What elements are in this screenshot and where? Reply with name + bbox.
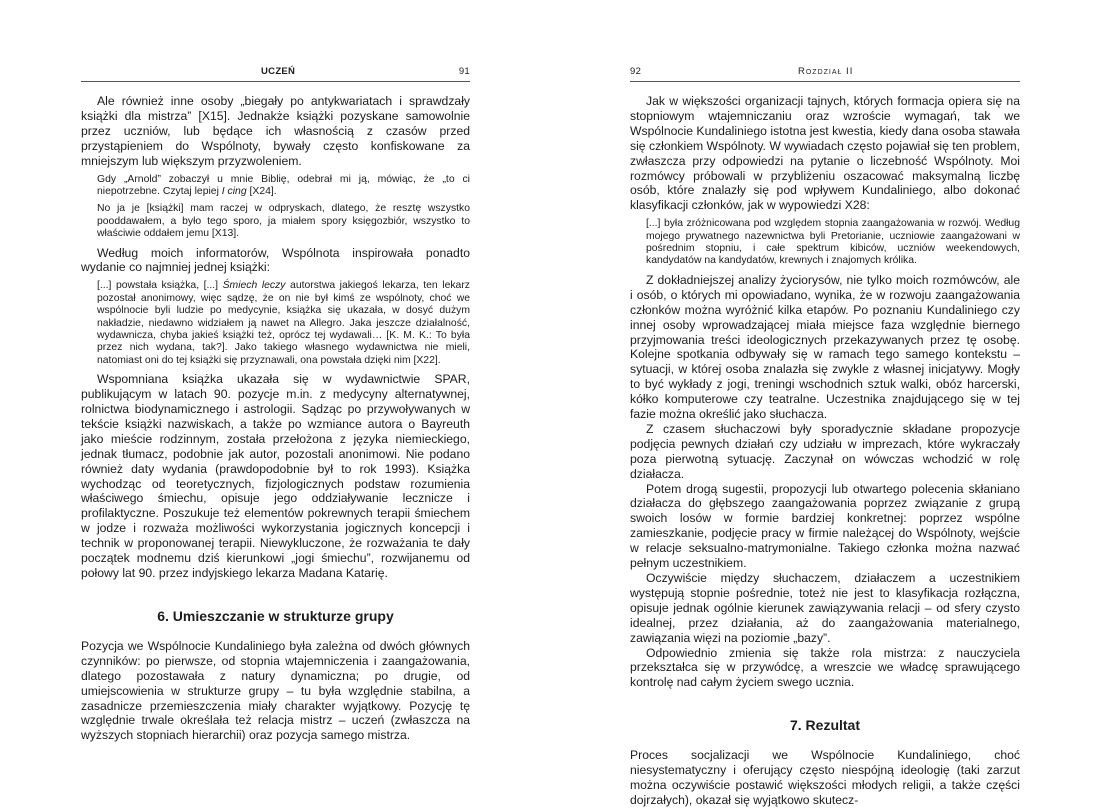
paragraph: Według moich informatorów, Wspólnota inspirowała ponadto wydanie co najmniej jednej książki: bbox=[81, 245, 470, 275]
paragraph: Potem drogą sugestii, propozycji lub otwartego polecenia skłaniano działacza do głębszego zaangażowania poprzez związanie z grupą swoich losów w formie bardziej konkretnej: poprzez wspólne zamieszkanie, podjęcie pracy w firmie należącej do Wspólnoty, wejście w relacje seksualno-matrymonialne. Takiego członka można nazwać pełnym uczestnikiem. bbox=[630, 481, 1020, 571]
page-number: 91 bbox=[458, 66, 470, 77]
running-title: UCZEŃ bbox=[261, 66, 296, 77]
paragraph: Pozycja we Wspólnocie Kundaliniego była zależna od dwóch głównych czynników: po pierwsze, od stopnia wtajemniczenia i zaangażowania, dlatego pozostawała z natury dynamiczna; po drugie, od umiejscowienia w strukturze grupy – tu była względnie stabilna, a zasadnicze przemieszczenia miały charakter wyjątkowy. Pozycję tę względnie trwale określała też relacja mistrz – uczeń (zwłaszcza na wyższych stopniach hierarchii) oraz pozycja samego mistrza. bbox=[81, 638, 470, 743]
quote-emphasis: Śmiech leczy bbox=[222, 280, 286, 292]
paragraph: Odpowiednio zmienia się także rola mistrza: z nauczyciela przekształca się w przywódcę, a wreszcie we władcę sprawującego kontrolę nad całym życiem swego ucznia. bbox=[630, 645, 1020, 690]
paragraph: Ale również inne osoby „biegały po antykwariatach i sprawdzały książki dla mistrza” [X15]. Jednakże książki pozyskane samowolnie przez uczniów, lub będące ich własnością z czasów przed przystąpieniem do Wspólnoty, bywały często konfiskowane za mniejszym lub większym przyzwoleniem. bbox=[81, 94, 470, 168]
running-title: Rozdział II bbox=[798, 66, 854, 77]
quote-text: autorstwa jakiegoś lekarza, ten lekarz pozostał anonimowy, więc sądzę, że on nie był kimś ze wspólnoty, choć we wspólnocie byli ludzie po medycynie, książka się ukazała, w dosyć dużym nakładzie, niedawno widziałem ją nawet na Allegro. Jaka jeszcze działalność, wydawnicza, chyba jakieś książki też, oprócz tej wydawali… [K. M. K.: To była przez nich wydana, tak?]. Jako takiego własnego wydawnictwa nie mieli, natomiast oni do tej książki się przyznawali, ona powstała dzięki nim [X22]. bbox=[97, 280, 470, 366]
block-quote bbox=[97, 280, 470, 367]
page-body bbox=[81, 94, 470, 743]
paragraph: Z czasem słuchaczowi były sporadycznie składane propozycje podjęcia pewnych działań czy udziału w imprezach, które wykraczały poza pierwotną sytuację. Zaczynał on wówczas wchodzić w rolę działacza. bbox=[630, 421, 1020, 481]
right-page bbox=[630, 0, 1020, 807]
running-header bbox=[630, 66, 1020, 82]
page-body bbox=[630, 94, 1020, 808]
quote-text: [...] powstała książka, [...] bbox=[97, 280, 223, 292]
paragraph: Proces socjalizacji we Wspólnocie Kundaliniego, choć niesystematyczny i oferujący często niespójną ideologię (taki zarzut można oczywiście postawić większości młodych religii, a także części dojrzałych), okazał się wyjątkowo skutecz- bbox=[630, 748, 1020, 807]
quote-emphasis: I cing bbox=[221, 185, 247, 197]
left-page bbox=[81, 0, 470, 777]
running-header bbox=[81, 66, 470, 82]
quote-text: [X24]. bbox=[246, 185, 277, 197]
paragraph: Wspomniana książka ukazała się w wydawnictwie SPAR, publikującym w latach 90. pozycje m.in. z medycyny alternatywnej, rolnictwa biodynamicznego i astrologii. Sądząc po przywoływanych w tekście książki nazwiskach, a także po wzmiance autora o Bayreuth jako mieście rodzinnym, została przełożona z języka niemieckiego, jednak tłumacz, podobnie jak autor, pozostali anonimowi. Nie podano również daty wydania (prawdopodobnie był to rok 1993). Książka wychodząc od teoretycznych, fizjologicznych podstaw rozumienia właściwego śmiechu, opisuje jego oddziaływanie lecznicze i profilaktyczne. Poszukuje też elementów pokrewnych terapii śmiechem w jodze i rozważa możliwości wykorzystania jogicznych koncepcji i technik w proponowanej terapii. Niewykluczone, że rozważania te dały początek modnemu dziś kierunkowi „jogi śmiechu”, rozwijanemu od połowy lat 90. przez indyjskiego lekarza Madana Katarię. bbox=[81, 372, 470, 580]
paragraph: Z dokładniejszej analizy życiorysów, nie tylko moich rozmówców, ale i osób, o których mi opowiadano, wynika, że w rozwoju zaangażowania członków można wyróżnić kilka etapów. Po poznaniu Kundaliniego czy innej osoby wprowadzającej miała miejsce faza względnie biernego przyjmowania treści ideologicznych przekazywanych przez tę osobę. Kolejne spotkania odbywały się w ramach tego samego kontekstu – sytuacji, w której osoba znalazła się zwykle z własnej inicjatywy. Mogły to być wykłady z jogi, treningi wschodnich sztuk walki, obóz harcerski, kółko komputerowe czy teatralne. Uczestnika znajdującego się w tej fazie można określić jako słuchacza. bbox=[630, 272, 1020, 422]
block-quote: No ja je [książki] mam raczej w odpryskach, dlatego, że resztę wszystko pooddawałem, a było tego sporo, ja miałem spory księgozbiór, wszystko to właściwie oddałem jemu [X13]. bbox=[97, 203, 470, 240]
block-quote bbox=[97, 174, 470, 199]
section-heading: 7. Rezultat bbox=[789, 717, 860, 734]
section-heading: 6. Umieszczanie w strukturze grupy bbox=[157, 607, 394, 624]
paragraph: Jak w większości organizacji tajnych, których formacja opiera się na stopniowym wtajemniczaniu oraz wzroście wymagań, tak we Wspólnocie Kundaliniego istotna jest kwestia, kiedy dana osoba stawała się członkiem Wspólnoty. W wywiadach często pojawiał się ten problem, zwłaszcza przy odpowiedzi na pytanie o liczebność Wspólnoty. Moi rozmówcy próbowali w przybliżeniu oszacować maksymalną liczbę osób, które znalazły się pod wpływem Kundaliniego, albo dokonać klasyfikacji członków, jak w wypowiedzi X28: bbox=[630, 94, 1020, 213]
block-quote: [...] była zróżnicowana pod względem stopnia zaangażowania w rozwój. Według mojego prywatnego nazewnictwa byli Pretorianie, uczniowie zaangażowani w pośrednim stopniu, i całe spektrum kibiców, uczniów weekendowych, kandydatów na kandydatów, krewnych i znajomych królika. bbox=[646, 218, 1020, 267]
paragraph: Oczywiście między słuchaczem, działaczem a uczestnikiem występują stopnie pośrednie, toteż nie jest to klasyfikacja rozłączna, opisuje jednak ogólnie kierunek zawiązywania relacji – od sfery czysto idealnej, przez działania, aż do zaangażowania materialnego, zawiązania więzi na poziomie „bazy”. bbox=[630, 571, 1020, 645]
page-number: 92 bbox=[630, 66, 642, 77]
quote-text: Gdy „Arnold” zobaczył u mnie Biblię, odebrał mi ją, mówiąc, że „to ci niepotrzebne. Czytaj lepiej bbox=[97, 173, 470, 197]
